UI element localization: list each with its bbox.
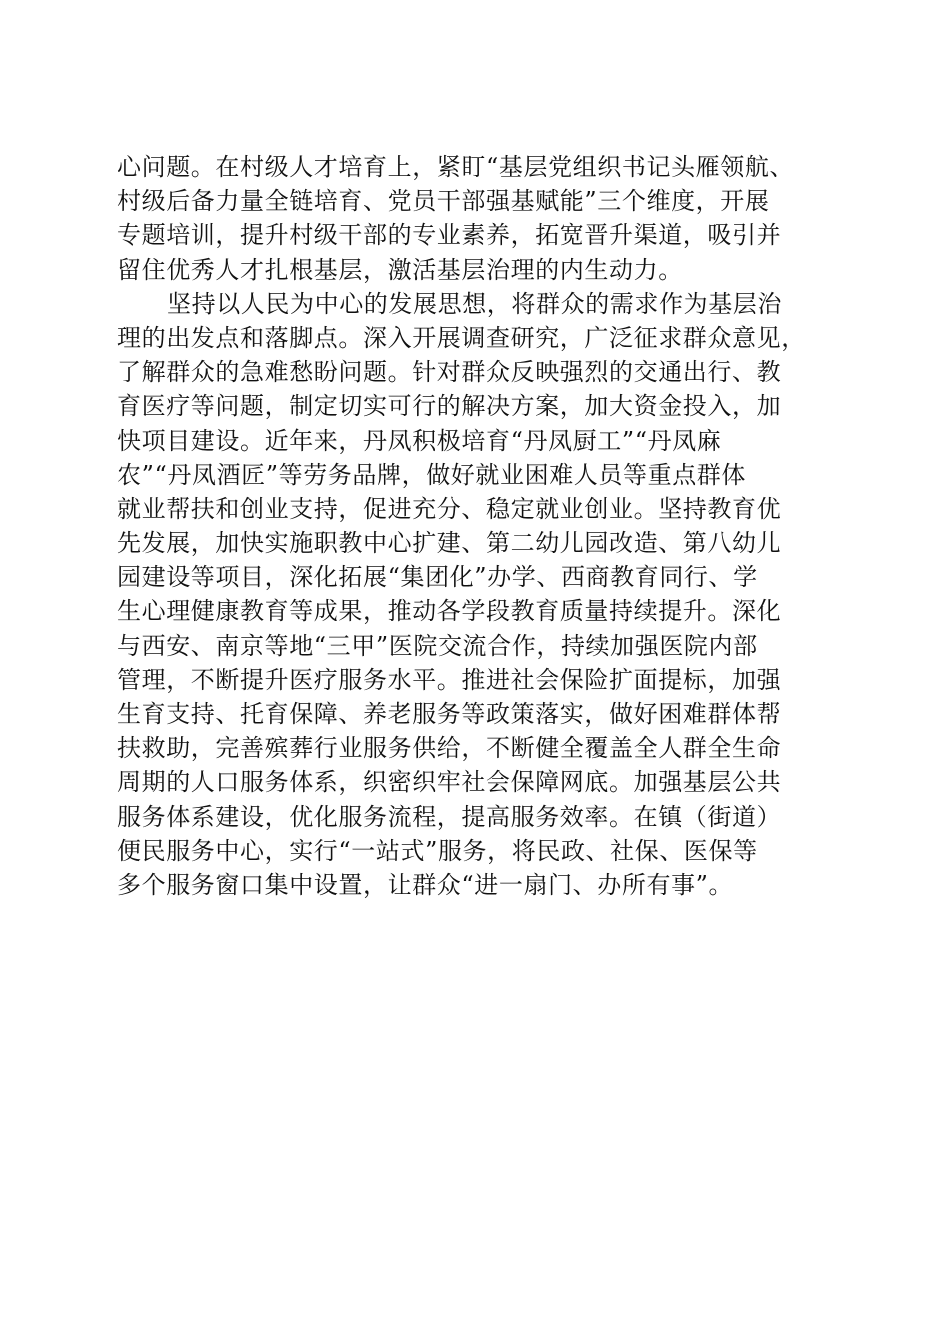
paragraph-2 [117,287,837,902]
text-line: 周期的人口服务体系，织密织牢社会保障网底。加强基层公共 [117,768,782,797]
text-line: 育医疗等问题，制定切实可行的解决方案，加大资金投入，加 [117,392,782,421]
text-line: 留住优秀人才扎根基层，激活基层治理的内生动力。 [117,255,683,284]
text-line: 先发展，加快实施职教中心扩建、第二幼儿园改造、第八幼儿 [117,529,782,558]
body-text [117,150,837,902]
text-line: 与西安、南京等地“三甲”医院交流合作，持续加强医院内部 [117,631,758,660]
text-line: 生心理健康教育等成果，推动各学段教育质量持续提升。深化 [117,597,782,626]
text-line: 坚持以人民为中心的发展思想，将群众的需求作为基层治 [167,289,782,318]
text-line: 园建设等项目，深化拓展“集团化”办学、西商教育同行、学 [117,563,758,592]
text-line: 理的出发点和落脚点。深入开展调查研究，广泛征求群众意见， [117,323,806,352]
text-line: 专题培训，提升村级干部的专业素养，拓宽晋升渠道，吸引并 [117,221,782,250]
text-line: 生育支持、托育保障、养老服务等政策落实，做好困难群体帮 [117,700,782,728]
text-line: 便民服务中心，实行“一站式”服务，将民政、社保、医保等 [117,836,758,865]
text-line: 心问题。在村级人才培育上，紧盯“基层党组织书记头雁领航、 [117,153,795,181]
text-line: 多个服务窗口集中设置，让群众“进一扇门、办所有事”。 [117,870,734,899]
paragraph-1 [117,150,837,287]
text-line: 快项目建设。近年来，丹凤积极培育“丹凤厨工”“丹凤麻 [117,426,722,455]
text-line: 扶救助，完善殡葬行业服务供给，不断健全覆盖全人群全生命 [117,734,782,763]
text-line: 村级后备力量全链培育、党员干部强基赋能”三个维度，开展 [117,187,770,216]
text-line: 服务体系建设，优化服务流程，提高服务效率。在镇（街道） [117,802,782,831]
text-line: 管理，不断提升医疗服务水平。推进社会保险扩面提标，加强 [117,665,782,694]
text-line: 农”“丹凤酒匠”等劳务品牌，做好就业困难人员等重点群体 [117,460,747,489]
text-line: 了解群众的急难愁盼问题。针对群众反映强烈的交通出行、教 [117,358,782,387]
text-line: 就业帮扶和创业支持，促进充分、稳定就业创业。坚持教育优 [117,494,782,523]
